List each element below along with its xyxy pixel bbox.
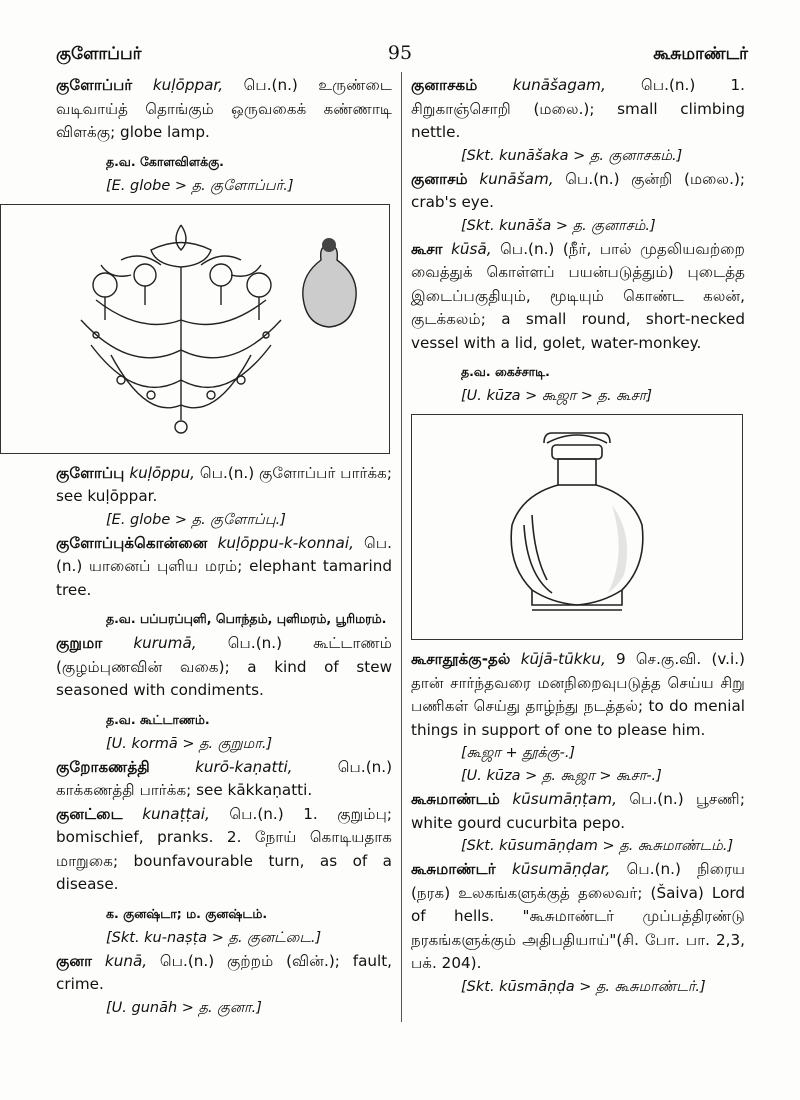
headword: குளோப்பு [56,463,125,482]
definition: பெ.(n.) காக்கணத்தி பார்க்க; see kākkaṇatti. [56,757,392,799]
dictionary-entry [56,74,392,145]
definition: பெ.(n.) யானைப் புளிய மரம்; elephant tamarind tree. [56,533,393,599]
column-divider [401,72,402,1022]
transliteration: kunā, [104,951,148,970]
dictionary-entry [56,632,392,703]
golet-illustration [412,415,742,639]
transliteration: kunāšagam, [512,76,606,94]
right-column [411,74,745,999]
cognates: க. குனஷ்டா; ம. குனஷ்டம். [106,905,268,921]
dictionary-entry [56,950,392,997]
headword: கூசாதூக்கு-தல் [411,650,511,668]
headword: குளோப்பர் [56,76,133,94]
transliteration: kūsā, [451,239,492,258]
etymology: [கூஜா + தூக்கு-.] [461,745,576,761]
definition: பெ.(n.) (நீர், பால் முதலியவற்றை வைத்துக் கொள்ளப் பயன்படுத்தும்) புடைத்த இடைப்பகுதியும், மூடியும் கொண்ட கலன், குடக்கலம்; a small round, short-necked vessel with a lid, golet, water-monkey. [411,239,746,352]
water-vessel-illustration [411,414,743,640]
definition: பெ.(n.) குன்றி (மலை.); crab's eye. [411,169,746,211]
transliteration: kunaṭṭai, [142,804,210,823]
definition: பெ.(n.) நிரைய (நரக) உலகங்களுக்குத் தலைவர்; (Šaiva) Lord of hells. "கூசுமாண்டர் முப்பத்திரண்டு நரகங்களுக்கும் அதிபதியாய்"(சி. போ. பா. 2,3, பக். 204). [411,860,746,972]
transliteration: kuḷōppu, [129,463,195,482]
etymology: [Skt. kūsumāṇḍam > த. கூசுமாண்டம்.] [461,838,734,854]
transliteration: kūsumāṇṭam, [512,790,617,808]
transliteration: kunāšam, [479,169,554,188]
headword: குனாசம் [411,169,468,188]
headword: கூசா [411,239,443,258]
dictionary-entry [411,168,745,215]
chandelier-illustration [1,205,389,453]
transliteration: kurumā, [133,634,197,652]
etymology: [U. kūza > த. கூஜா > கூசா-.] [461,768,662,784]
definition: பெ.(n.) 1. குறும்பு; bomischief, pranks. 2. நோய் கொடியதாக மாறுகை; bounfavourable turn, as of a disease. [56,804,392,893]
tamil-equivalent: த.வ. கூட்டாணம். [106,711,210,727]
definition: பெ.(n.) குற்றம் (வின்.); fault, crime. [56,951,393,993]
headword: கூசுமாண்டம் [411,790,500,808]
transliteration: kurō-kaṇatti, [195,757,293,776]
definition: 9 செ.கு.வி. (v.i.) தான் சார்ந்தவரை மனநிறைவுபடுத்த செய்ய சிறு பணிகள் செய்து தாழ்ந்து நடத்தல்; to do menial things in support of one to please him. [411,650,745,739]
dictionary-entry [56,756,392,803]
globe-lamp-illustration [0,204,390,454]
tamil-equivalent: த.வ. பப்பரப்புளி, பொந்தம், புளிமரம், பூரிமரம். [106,611,387,626]
transliteration: kuḷōppar, [152,76,224,94]
etymology: [U. gunāh > த. குனா.] [106,999,262,1016]
dictionary-entry [56,532,392,603]
dictionary-entry [411,74,745,145]
running-head-right: கூசுமாண்டர் [653,44,748,64]
etymology: [Skt. kūsmāṇḍa > த. கூசுமாண்டர்.] [461,978,706,995]
headword: குனாசகம் [411,76,478,94]
etymology: [E. globe > த. குளோப்பர்.] [106,177,294,194]
headword: குறோகணத்தி [56,757,150,776]
headword: குறுமா [56,634,103,652]
tamil-equivalent: த.வ. கைச்சாடி. [461,364,550,379]
transliteration: kuḷōppu-k-konnai, [217,533,354,552]
tamil-equivalent: த.வ. கோளவிளக்கு. [106,153,224,169]
dictionary-entry [56,462,392,509]
running-head-left: குளோப்பர் [56,44,142,64]
dictionary-entry [411,648,745,742]
dictionary-entry [411,238,745,356]
headword: கூசுமாண்டர் [411,860,496,878]
definition: பெ.(n.) குளோப்பர் பார்க்க; see kuḷōppar. [56,463,392,505]
definition: பெ.(n.) கூட்டாணம் (குழம்புணவின் வகை); a kind of stew seasoned with condiments. [56,634,392,699]
definition: பெ.(n.) உருண்டை வடிவாய்த் தொங்கும் ஒருவகைக் கண்ணாடி விளக்கு; globe lamp. [56,76,392,141]
etymology: [Skt. kunāša > த. குனாசம்.] [461,217,656,234]
definition: பெ.(n.) 1. சிறுகாஞ்சொறி (மலை.); small climbing nettle. [411,76,746,141]
dictionary-entry [411,858,745,976]
etymology: [Skt. ku-naṣṭa > த. குனட்டை.] [106,929,322,946]
etymology: [U. kormā > த. குறுமா.] [106,735,273,752]
dictionary-entry [411,788,745,835]
etymology: [E. globe > த. குளோப்பு.] [106,511,286,528]
etymology: [Skt. kunāšaka > த. குனாசகம்.] [461,147,683,164]
left-column [56,74,392,1020]
transliteration: kūsumāṇḍar, [511,860,611,878]
etymology: [U. kūza > கூஜா > த. கூசா] [461,388,652,404]
headword: குனா [56,951,93,970]
definition: பெ.(n.) பூசணி; white gourd cucurbita pepo. [411,790,745,832]
transliteration: kūjā-tūkku, [520,650,606,668]
page-number: 95 [387,42,413,64]
dictionary-entry [56,803,392,897]
headword: குனட்டை [56,804,123,823]
headword: குளோப்புக்கொன்னை [56,533,208,552]
